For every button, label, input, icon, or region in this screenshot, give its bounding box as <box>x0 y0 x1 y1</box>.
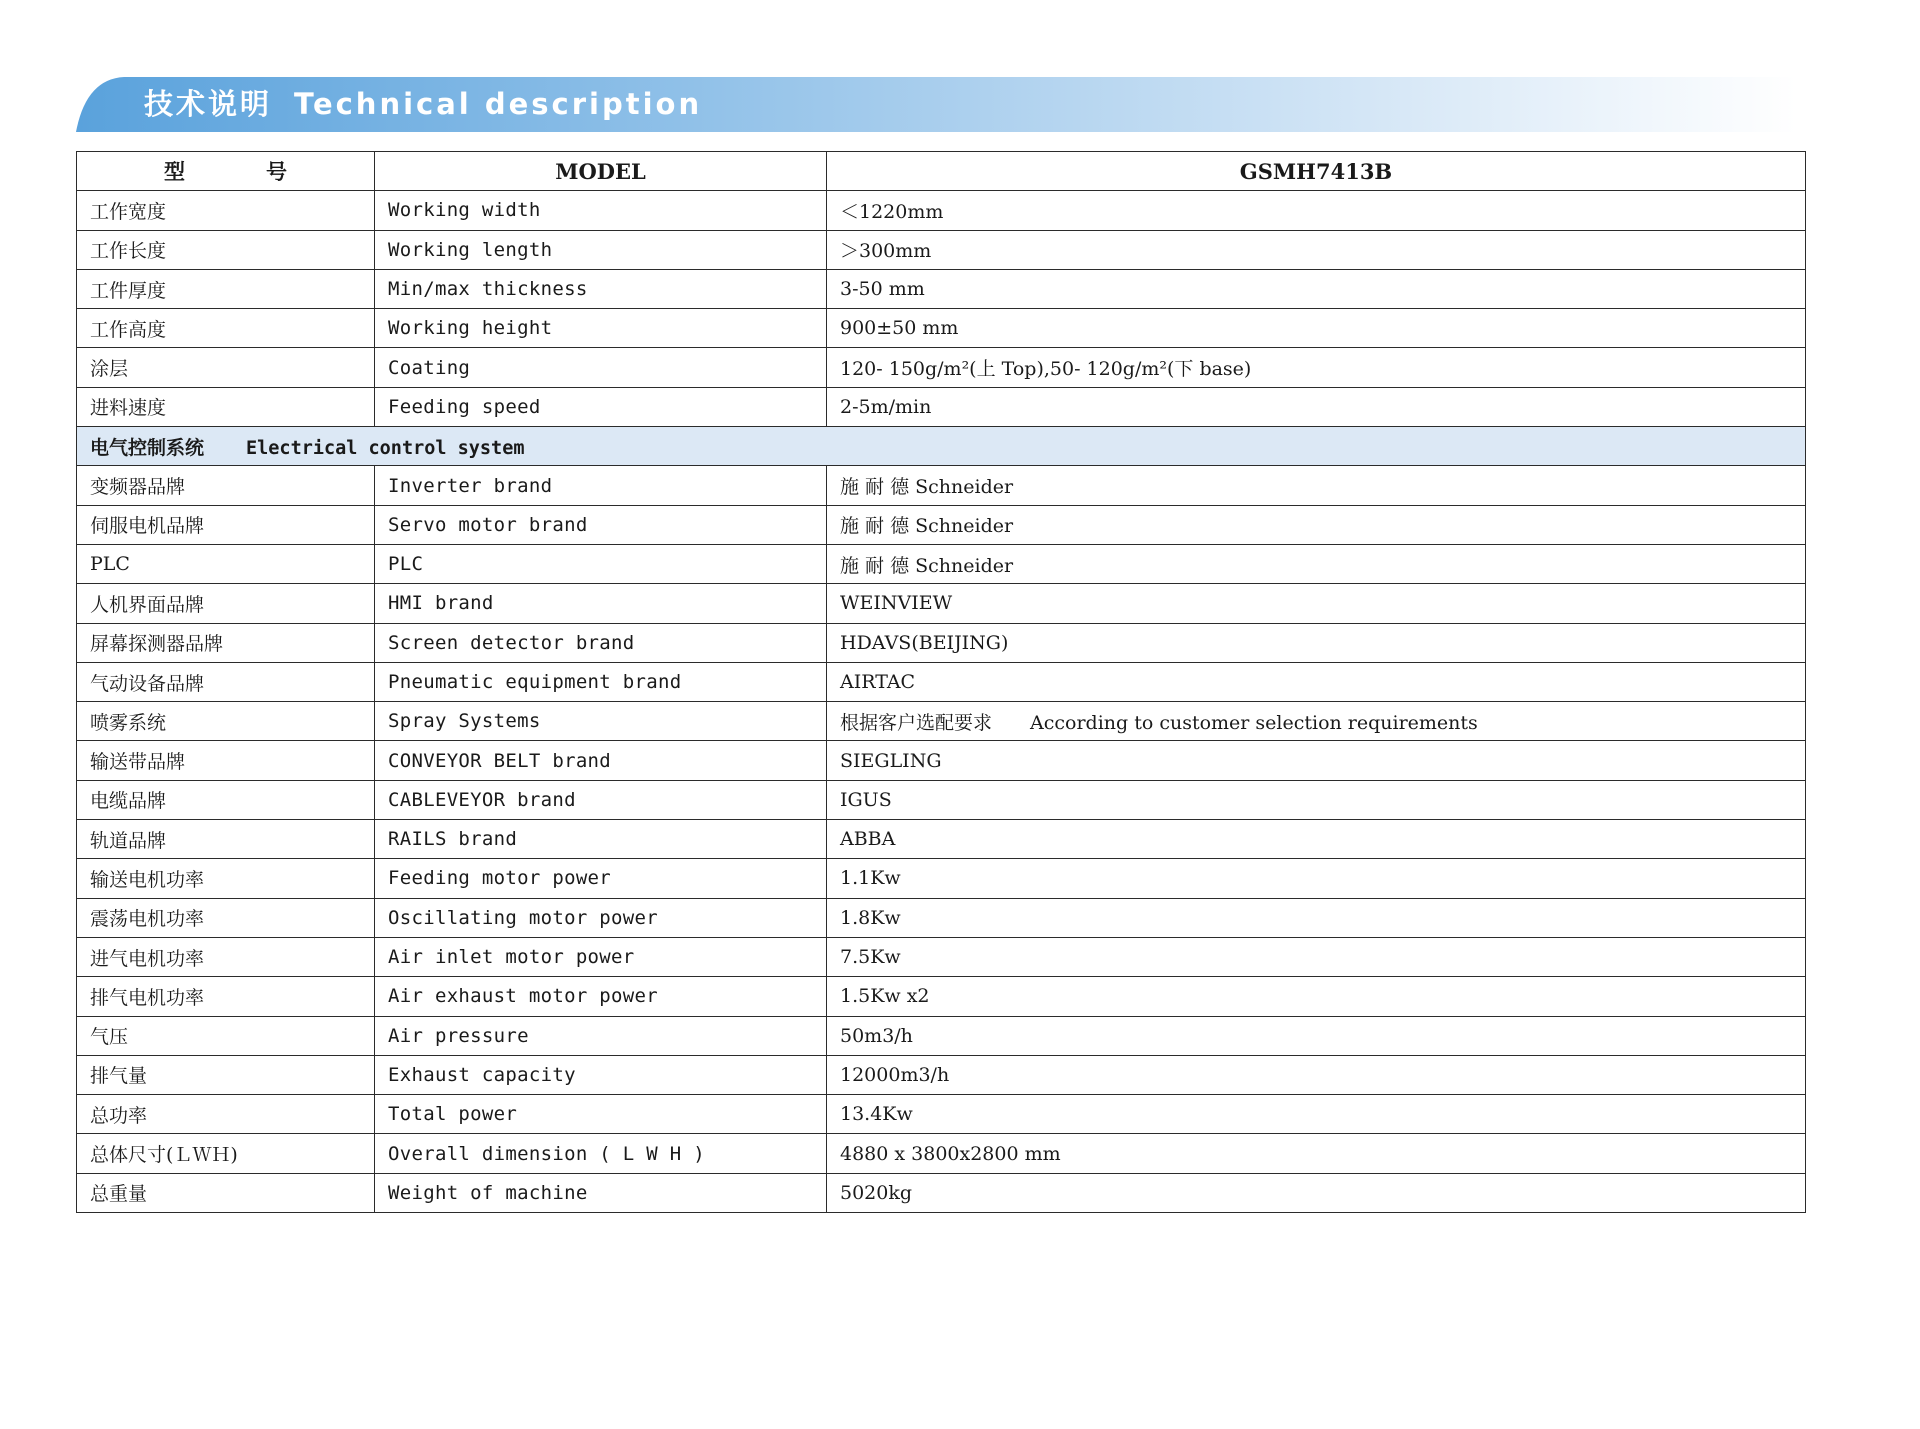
spec-value: 根据客户选配要求 According to customer selection requirements <box>827 702 1806 741</box>
spec-name-en: Total power <box>375 1095 827 1134</box>
table-row <box>77 1095 1806 1134</box>
table-row <box>77 348 1806 387</box>
spec-name-cn: 变频器品牌 <box>77 466 375 505</box>
spec-name-en: Exhaust capacity <box>375 1055 827 1094</box>
header-value: GSMH7413B <box>827 152 1806 191</box>
spec-name-cn: 总功率 <box>77 1095 375 1134</box>
section-title-cn: 电气控制系统 <box>90 436 205 459</box>
banner-title <box>144 77 702 132</box>
spec-value: 1.8Kw <box>827 898 1806 937</box>
table-row <box>77 505 1806 544</box>
table-row <box>77 1173 1806 1212</box>
spec-name-en: Pneumatic equipment brand <box>375 662 827 701</box>
spec-name-cn: 屏幕探测器品牌 <box>77 623 375 662</box>
spec-value: 施 耐 德 Schneider <box>827 544 1806 583</box>
spec-value: ABBA <box>827 820 1806 859</box>
spec-name-cn: 工件厚度 <box>77 269 375 308</box>
spec-name-cn: 进料速度 <box>77 387 375 426</box>
spec-name-en: Inverter brand <box>375 466 827 505</box>
table-row <box>77 937 1806 976</box>
table-row <box>77 191 1806 230</box>
spec-name-en: Feeding speed <box>375 387 827 426</box>
spec-value: 2-5m/min <box>827 387 1806 426</box>
spec-value: 施 耐 德 Schneider <box>827 466 1806 505</box>
table-row <box>77 623 1806 662</box>
table-row <box>77 977 1806 1016</box>
table-row <box>77 662 1806 701</box>
banner-title-cn: 技术说明 <box>144 87 273 121</box>
table-row <box>77 230 1806 269</box>
spec-name-en: Working height <box>375 309 827 348</box>
spec-value: 120- 150g/m²(上 Top),50- 120g/m²(下 base) <box>827 348 1806 387</box>
spec-value: HDAVS(BEIJING) <box>827 623 1806 662</box>
table-row <box>77 859 1806 898</box>
spec-name-en: HMI brand <box>375 584 827 623</box>
spec-name-cn: PLC <box>77 544 375 583</box>
spec-value: ＜1220mm <box>827 191 1806 230</box>
banner-title-en: Technical description <box>294 87 703 121</box>
spec-value: SIEGLING <box>827 741 1806 780</box>
spec-value: 3-50 mm <box>827 269 1806 308</box>
spec-value: IGUS <box>827 780 1806 819</box>
spec-value: ＞300mm <box>827 230 1806 269</box>
spec-value: 13.4Kw <box>827 1095 1806 1134</box>
table-row <box>77 1134 1806 1173</box>
spec-name-cn: 工作长度 <box>77 230 375 269</box>
spec-name-en: Air inlet motor power <box>375 937 827 976</box>
table-row <box>77 584 1806 623</box>
spec-value: 施 耐 德 Schneider <box>827 505 1806 544</box>
table-row <box>77 466 1806 505</box>
spec-value: 5020kg <box>827 1173 1806 1212</box>
spec-name-cn: 输送电机功率 <box>77 859 375 898</box>
spec-value: 50m3/h <box>827 1016 1806 1055</box>
spec-name-en: Air exhaust motor power <box>375 977 827 1016</box>
spec-name-en: Working length <box>375 230 827 269</box>
table-row <box>77 309 1806 348</box>
spec-name-en: Air pressure <box>375 1016 827 1055</box>
spec-name-cn: 排气电机功率 <box>77 977 375 1016</box>
spec-value: 12000m3/h <box>827 1055 1806 1094</box>
spec-name-cn: 涂层 <box>77 348 375 387</box>
spec-value: 1.1Kw <box>827 859 1806 898</box>
section-title-en: Electrical control system <box>246 437 525 459</box>
table-row <box>77 702 1806 741</box>
spec-name-en: CONVEYOR BELT brand <box>375 741 827 780</box>
spec-value: AIRTAC <box>827 662 1806 701</box>
header-en: MODEL <box>375 152 827 191</box>
section-banner <box>76 77 1796 132</box>
spec-name-en: Overall dimension ( L W H ) <box>375 1134 827 1173</box>
spec-name-en: Min/max thickness <box>375 269 827 308</box>
table-row <box>77 387 1806 426</box>
spec-name-cn: 轨道品牌 <box>77 820 375 859</box>
header-cn: 型 号 <box>77 152 375 191</box>
table-row <box>77 1055 1806 1094</box>
spec-name-cn: 工作高度 <box>77 309 375 348</box>
table-header-row <box>77 152 1806 191</box>
spec-table <box>76 151 1806 1213</box>
section-cell <box>77 427 1806 466</box>
spec-name-en: Screen detector brand <box>375 623 827 662</box>
spec-name-cn: 气压 <box>77 1016 375 1055</box>
spec-name-cn: 电缆品牌 <box>77 780 375 819</box>
spec-name-cn: 喷雾系统 <box>77 702 375 741</box>
spec-value: 1.5Kw x2 <box>827 977 1806 1016</box>
spec-value: 7.5Kw <box>827 937 1806 976</box>
spec-name-cn: 伺服电机品牌 <box>77 505 375 544</box>
spec-value: 900±50 mm <box>827 309 1806 348</box>
spec-name-cn: 总体尺寸(ＬＷＨ) <box>77 1134 375 1173</box>
table-row <box>77 780 1806 819</box>
spec-name-en: CABLEVEYOR brand <box>375 780 827 819</box>
spec-name-en: RAILS brand <box>375 820 827 859</box>
table-row <box>77 269 1806 308</box>
spec-name-cn: 工作宽度 <box>77 191 375 230</box>
spec-name-en: Feeding motor power <box>375 859 827 898</box>
spec-name-en: Servo motor brand <box>375 505 827 544</box>
table-row <box>77 820 1806 859</box>
spec-name-cn: 人机界面品牌 <box>77 584 375 623</box>
spec-name-cn: 气动设备品牌 <box>77 662 375 701</box>
spec-name-cn: 输送带品牌 <box>77 741 375 780</box>
spec-name-cn: 震荡电机功率 <box>77 898 375 937</box>
spec-name-en: PLC <box>375 544 827 583</box>
spec-name-cn: 总重量 <box>77 1173 375 1212</box>
spec-name-cn: 排气量 <box>77 1055 375 1094</box>
spec-name-en: Spray Systems <box>375 702 827 741</box>
spec-value: WEINVIEW <box>827 584 1806 623</box>
spec-name-en: Weight of machine <box>375 1173 827 1212</box>
table-row <box>77 1016 1806 1055</box>
table-row <box>77 741 1806 780</box>
spec-name-en: Oscillating motor power <box>375 898 827 937</box>
spec-name-en: Working width <box>375 191 827 230</box>
table-row <box>77 898 1806 937</box>
table-row <box>77 544 1806 583</box>
section-row <box>77 427 1806 466</box>
spec-name-cn: 进气电机功率 <box>77 937 375 976</box>
spec-name-en: Coating <box>375 348 827 387</box>
spec-value: 4880 x 3800x2800 mm <box>827 1134 1806 1173</box>
